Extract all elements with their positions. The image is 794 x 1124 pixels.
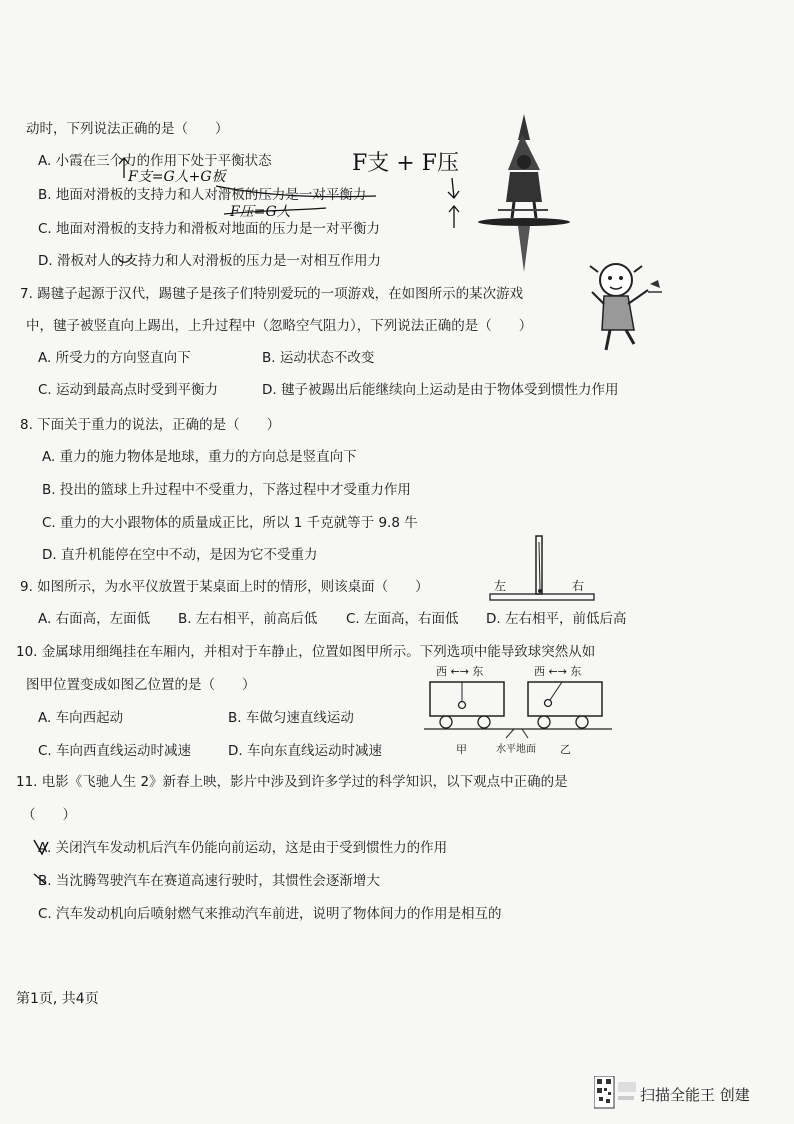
q7-stem-line2: 中，毽子被竖直向上踢出，上升过程中（忽略空气阻力），下列说法正确的是（ ） <box>26 318 533 334</box>
q9-option-c: C. 左面高，右面低 <box>346 611 459 627</box>
annotation-formula-2: F压=G人 <box>230 204 291 220</box>
q8-option-a: A. 重力的施力物体是地球，重力的方向总是竖直向下 <box>42 449 357 465</box>
q8-stem: 8. 下面关于重力的说法，正确的是（ ） <box>20 417 281 433</box>
q10-option-b: B. 车做匀速直线运动 <box>228 710 354 726</box>
q7-option-d: D. 毽子被踢出后能继续向上运动是由于物体受到惯性力作用 <box>262 382 619 398</box>
shuttlecock-kid-illustration <box>588 260 666 356</box>
annotation-formula-1: F支=G人+G板 <box>128 169 226 185</box>
q6-stem: 动时，下列说法正确的是（ ） <box>26 121 229 137</box>
q11-option-a: A. 关闭汽车发动机后汽车仍能向前运动，这是由于受到惯性力的作用 <box>38 840 448 856</box>
q10-option-d: D. 车向东直线运动时减速 <box>228 743 382 759</box>
q10-stem-line1: 10. 金属球用细绳挂在车厢内，并相对于车静止，位置如图甲所示。下列选项中能导致球突然从如 <box>16 644 596 660</box>
carriage-yi-direction: 西 ←→ 东 <box>534 665 582 678</box>
annotation-force-sum: F支 + F压 <box>352 151 459 176</box>
q8-option-d: D. 直升机能停在空中不动，是因为它不受重力 <box>42 547 318 563</box>
scanner-watermark: 扫描全能王 创建 <box>640 1086 750 1104</box>
carriage-jia-direction: 西 ←→ 东 <box>436 665 484 678</box>
qr-code-logo <box>594 1076 638 1110</box>
carriage-yi-label: 乙 <box>560 743 571 756</box>
q7-option-a: A. 所受力的方向竖直向下 <box>38 350 191 366</box>
q10-stem-line2: 图甲位置变成如图乙位置的是（ ） <box>26 677 256 693</box>
q6-option-b: B. 地面对滑板的支持力和人对滑板的压力是一对平衡力 <box>38 187 367 203</box>
q8-option-c: C. 重力的大小跟物体的质量成正比，所以 1 千克就等于 9.8 牛 <box>42 515 418 531</box>
level-left-label: 左 <box>494 579 507 593</box>
q11-stem-line2: （ ） <box>22 807 76 823</box>
q10-option-a: A. 车向西起动 <box>38 710 124 726</box>
q6-option-a: A. 小霞在三个力的作用下处于平衡状态 <box>38 153 272 169</box>
page-number: 第1页, 共4页 <box>16 991 99 1007</box>
level-right-label: 右 <box>572 579 585 593</box>
q11-stem-line1: 11. 电影《飞驰人生 2》新春上映，影片中涉及到许多学过的科学知识，以下观点中正确的是 <box>16 774 568 790</box>
carriage-jia-label: 甲 <box>456 743 467 756</box>
carriage-figures <box>424 678 614 740</box>
annotation-marks <box>116 156 466 270</box>
ground-label: 水平地面 <box>496 744 536 755</box>
q9-option-a: A. 右面高，左面低 <box>38 611 151 627</box>
skateboard-girl-illustration <box>478 110 574 276</box>
q11-handwritten-marks <box>32 836 52 890</box>
q6-option-c: C. 地面对滑板的支持力和滑板对地面的压力是一对平衡力 <box>38 221 381 237</box>
q9-option-d: D. 左右相平，前低后高 <box>486 611 627 627</box>
q7-stem-line1: 7. 踢毽子起源于汉代，踢毽子是孩子们特别爱玩的一项游戏，在如图所示的某次游戏 <box>20 286 524 302</box>
q9-option-b: B. 左右相平，前高后低 <box>178 611 318 627</box>
q11-option-b: B. 当沈腾驾驶汽车在赛道高速行驶时，其惯性会逐渐增大 <box>38 873 380 889</box>
q9-stem: 9. 如图所示，为水平仪放置于某桌面上时的情形，则该桌面（ ） <box>20 579 429 595</box>
q6-option-d: D. 滑板对人的支持力和人对滑板的压力是一对相互作用力 <box>38 253 381 269</box>
q11-option-c: C. 汽车发动机向后喷射燃气来推动汽车前进，说明了物体间力的作用是相互的 <box>38 906 502 922</box>
q10-option-c: C. 车向西直线运动时减速 <box>38 743 192 759</box>
q7-option-c: C. 运动到最高点时受到平衡力 <box>38 382 219 398</box>
q7-option-b: B. 运动状态不改变 <box>262 350 375 366</box>
q8-option-b: B. 投出的篮球上升过程中不受重力，下落过程中才受重力作用 <box>42 482 411 498</box>
level-instrument-figure <box>488 534 598 606</box>
